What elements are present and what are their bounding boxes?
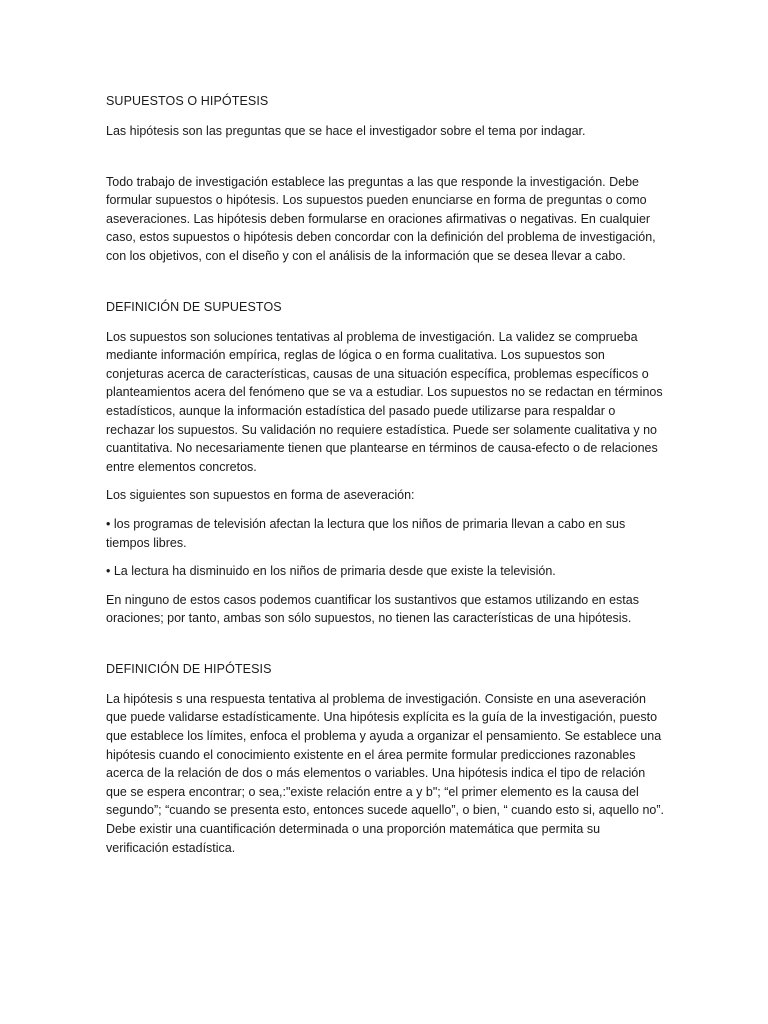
- lead-in-paragraph: Los siguientes son supuestos en forma de aseveración:: [106, 488, 415, 503]
- bullet-item: • La lectura ha disminuido en los niños de primaria desde que existe la televisión.: [106, 564, 556, 579]
- spacer: [106, 276, 666, 298]
- spacer: [106, 151, 666, 173]
- spacer: [106, 638, 666, 660]
- document-page: [106, 92, 666, 867]
- closing-paragraph: En ninguno de estos casos podemos cuantificar los sustantivos que estamos utilizando en estas oraciones; por tanto, ambas son sólo supuestos, no tienen las características de una hipótesis.: [106, 592, 639, 626]
- section-heading-definicion-hipotesis: DEFINICIÓN DE HIPÓTESIS: [106, 661, 272, 676]
- section-heading-supuestos-hipotesis: SUPUESTOS O HIPÓTESIS: [106, 94, 269, 108]
- bullet-item: • los programas de televisión afectan la lectura que los niños de primaria llevan a cabo en sus tiempos libres.: [106, 516, 626, 550]
- body-paragraph: Los supuestos son soluciones tentativas al problema de investigación. La validez se comprueba mediante información empírica, reglas de lógica o en forma cualitativa. Los supuestos son conjeturas acerca de características, causas de una situación específica, problemas específicos o planteamientos acera del fenómeno que se va a estudiar. Los supuestos no se redactan en términos estadísticos, aunque la información estadística del pasado puede utilizarse para respaldar o rechazar los supuestos. Su validación no requiere estadística. Puede ser solamente cualitativa y no cuantitativa. No necesariamente tienen que plantearse en términos de causa-efecto o de relaciones entre elementos concretos.: [106, 329, 663, 474]
- body-paragraph: La hipótesis s una respuesta tentativa al problema de investigación. Consiste en una aseveración que puede validarse estadísticamente. Una hipótesis explícita es la guía de la investigación, puesto que establece los límites, enfoca el problema y ayuda a organizar el pensamiento. Se establece una hipótesis cuando el conocimiento existente en el área permite formular predicciones razonables acerca de la relación de dos o más elementos o variables. Una hipótesis indica el tipo de relación que se espera encontrar; o sea,:"existe relación entre a y b"; “el primer elemento es la causa del segundo”; “cuando se presenta esto, entonces sucede aquello”, o bien, “ cuando esto si, aquello no”. Debe existir una cuantificación determinada o una proporción matemática que permita su verificación estadística.: [106, 691, 665, 855]
- intro-paragraph: Las hipótesis son las preguntas que se hace el investigador sobre el tema por indagar.: [106, 124, 586, 138]
- body-paragraph: Todo trabajo de investigación establece las preguntas a las que responde la investigación. Debe formular supuestos o hipótesis. Los supuestos pueden enunciarse en forma de preguntas o como aseveraciones. Las hipótesis deben formularse en oraciones afirmativas o negativas. En cualquier caso, estos supuestos o hipótesis deben concordar con la definición del problema de investigación, con los objetivos, con el diseño y con el análisis de la información que se desea llevar a cabo.: [106, 174, 656, 263]
- section-heading-definicion-supuestos: DEFINICIÓN DE SUPUESTOS: [106, 299, 282, 314]
